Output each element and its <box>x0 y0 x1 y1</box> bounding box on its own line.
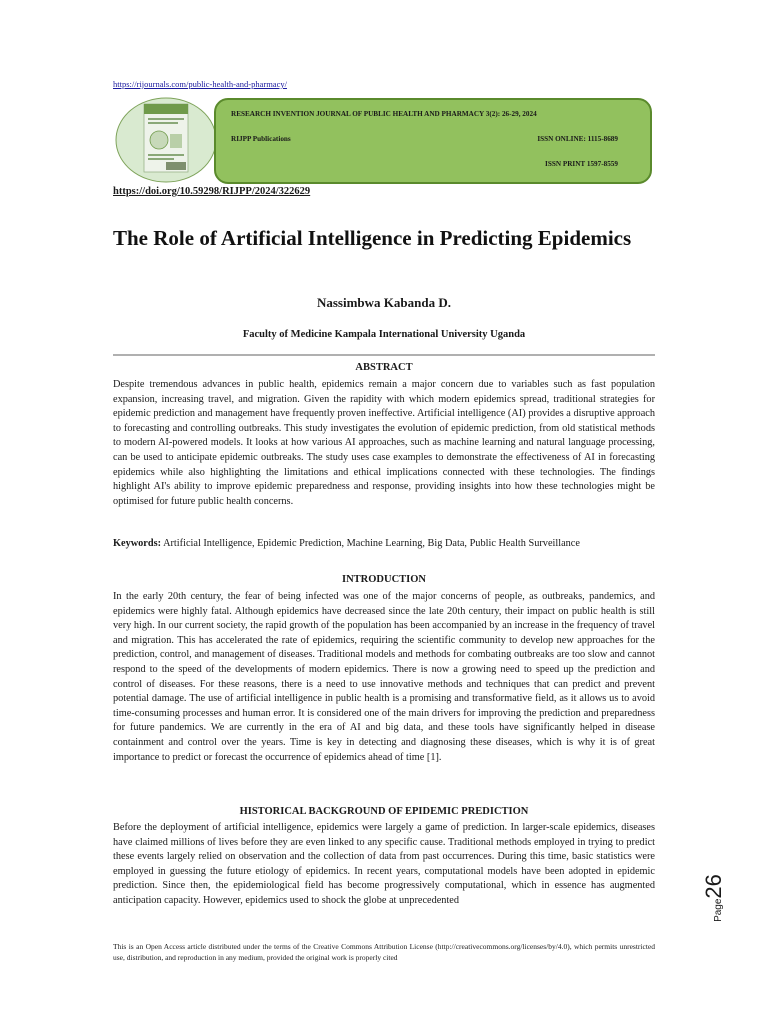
article-title: The Role of Artificial Intelligence in Predicting Epidemics <box>113 226 632 250</box>
journal-title: RESEARCH INVENTION JOURNAL OF PUBLIC HEALTH AND PHARMACY 3(2): 26-29, 2024 <box>231 110 537 118</box>
historical-text: Before the deployment of artificial intelligence, epidemics were largely a game of prediction. In larger-scale epidemics, diseases have claimed millions of lives before they are even linked to any specific cause. Traditional methods employed in trying to predict these events largely relied on observation and the collection of data from past occurrences. During this time, basic statistics were employed in guessing the future etiology of epidemics. In recent years, computational models have been adopted in epidemic prediction. Since then, the epidemiological field has become progressively computational, which in essence has augmented anticipation capacity. However, epidemics used to shock the globe at unprecedented <box>113 822 655 906</box>
section-divider <box>113 354 655 356</box>
page-number-value: 26 <box>701 874 726 899</box>
author-name: Nassimbwa Kabanda D. <box>316 295 451 310</box>
journal-cover-image <box>114 96 218 184</box>
introduction-text: In the early 20th century, the fear of being infected was one of the major concerns of people, as outbreaks, pandemics, and epidemics were highly fatal. Although epidemics have decreased since the late 20th century, their impact on public health is still very high. In our current society, the rapid growth of the population has been accompanied by an increase in the frequency of travel and migration. This has accelerated the rate of epidemics, requiring the scientific community to develop new approaches for the prediction, control, and management of diseases. Traditional models and methods for combating outbreaks are too slow and cannot respond to the speed of the developments of modern epidemics. There is now a growing need to speed up the prediction and control of diseases. For these reasons, there is a need to use innovative methods and techniques that can predict and prevent potential damage. The use of artificial intelligence in public health is a promising and transformative field, as it allows us to avoid time-consuming processes and human error. It is considered one of the main drivers for improving the prediction and preparedness for future pandemics. We are currently in the era of AI and big data, and these tools have significantly helped in disease containment and control over the years. Time is key in detecting and diagnosing these diseases, which is why it is of great importance to predict or forecast the occurrence of epidemics ahead of time [1]. <box>113 591 655 763</box>
doi-link[interactable]: https://doi.org/10.59298/RIJPP/2024/322629 <box>113 186 311 197</box>
abstract-text: Despite tremendous advances in public health, epidemics remain a major concern due to variables such as fast population expansion, increasing travel, and migration. Given the rapidity with which modern epidemics spread, traditional strategies for epidemic prediction and management have frequently proven ineffective. Artificial intelligence (AI) provides a disruptive approach to forecasting and controlling outbreaks. This study investigates the evolution of epidemic prediction, from old statistical methods to modern AI-powered models. It looks at how various AI approaches, such as machine learning and natural language processing, can be used to anticipate epidemic outbreaks. The study uses case examples to demonstrate the effectiveness of AI in forecasting epidemics while also highlighting the limitations and ethical implications connected with these technologies. The findings highlight AI's ability to improve epidemic preparedness and response, providing insights into how these technologies might be optimised for future public health concerns. <box>113 379 655 507</box>
issn-print: ISSN PRINT 1597-8559 <box>545 160 618 168</box>
publisher: RIJPP Publications <box>231 135 291 143</box>
page-number <box>702 868 726 928</box>
license-note: This is an Open Access article distributed under the terms of the Creative Commons Attribution License (http://creativecommons.org/licenses/by/4.0), which permits unrestricted use, distribution, and reproduction in any medium, provided the original work is properly cited <box>113 942 655 962</box>
historical-heading: HISTORICAL BACKGROUND OF EPIDEMIC PREDICTION <box>239 806 529 817</box>
page-label: Page <box>713 898 724 922</box>
keywords-text: Artificial Intelligence, Epidemic Prediction, Machine Learning, Big Data, Public Health Surveillance <box>163 538 580 549</box>
keywords-line <box>113 537 655 552</box>
introduction-heading: INTRODUCTION <box>341 574 426 585</box>
abstract-heading: ABSTRACT <box>355 362 413 373</box>
author-affiliation: Faculty of Medicine Kampala International University Uganda <box>242 329 526 340</box>
keywords-label: Keywords: <box>113 538 162 549</box>
issn-online: ISSN ONLINE: 1115-8689 <box>537 135 618 143</box>
journal-url-link[interactable]: https://rijournals.com/public-health-and-pharmacy/ <box>113 79 287 89</box>
journal-banner <box>214 98 652 184</box>
